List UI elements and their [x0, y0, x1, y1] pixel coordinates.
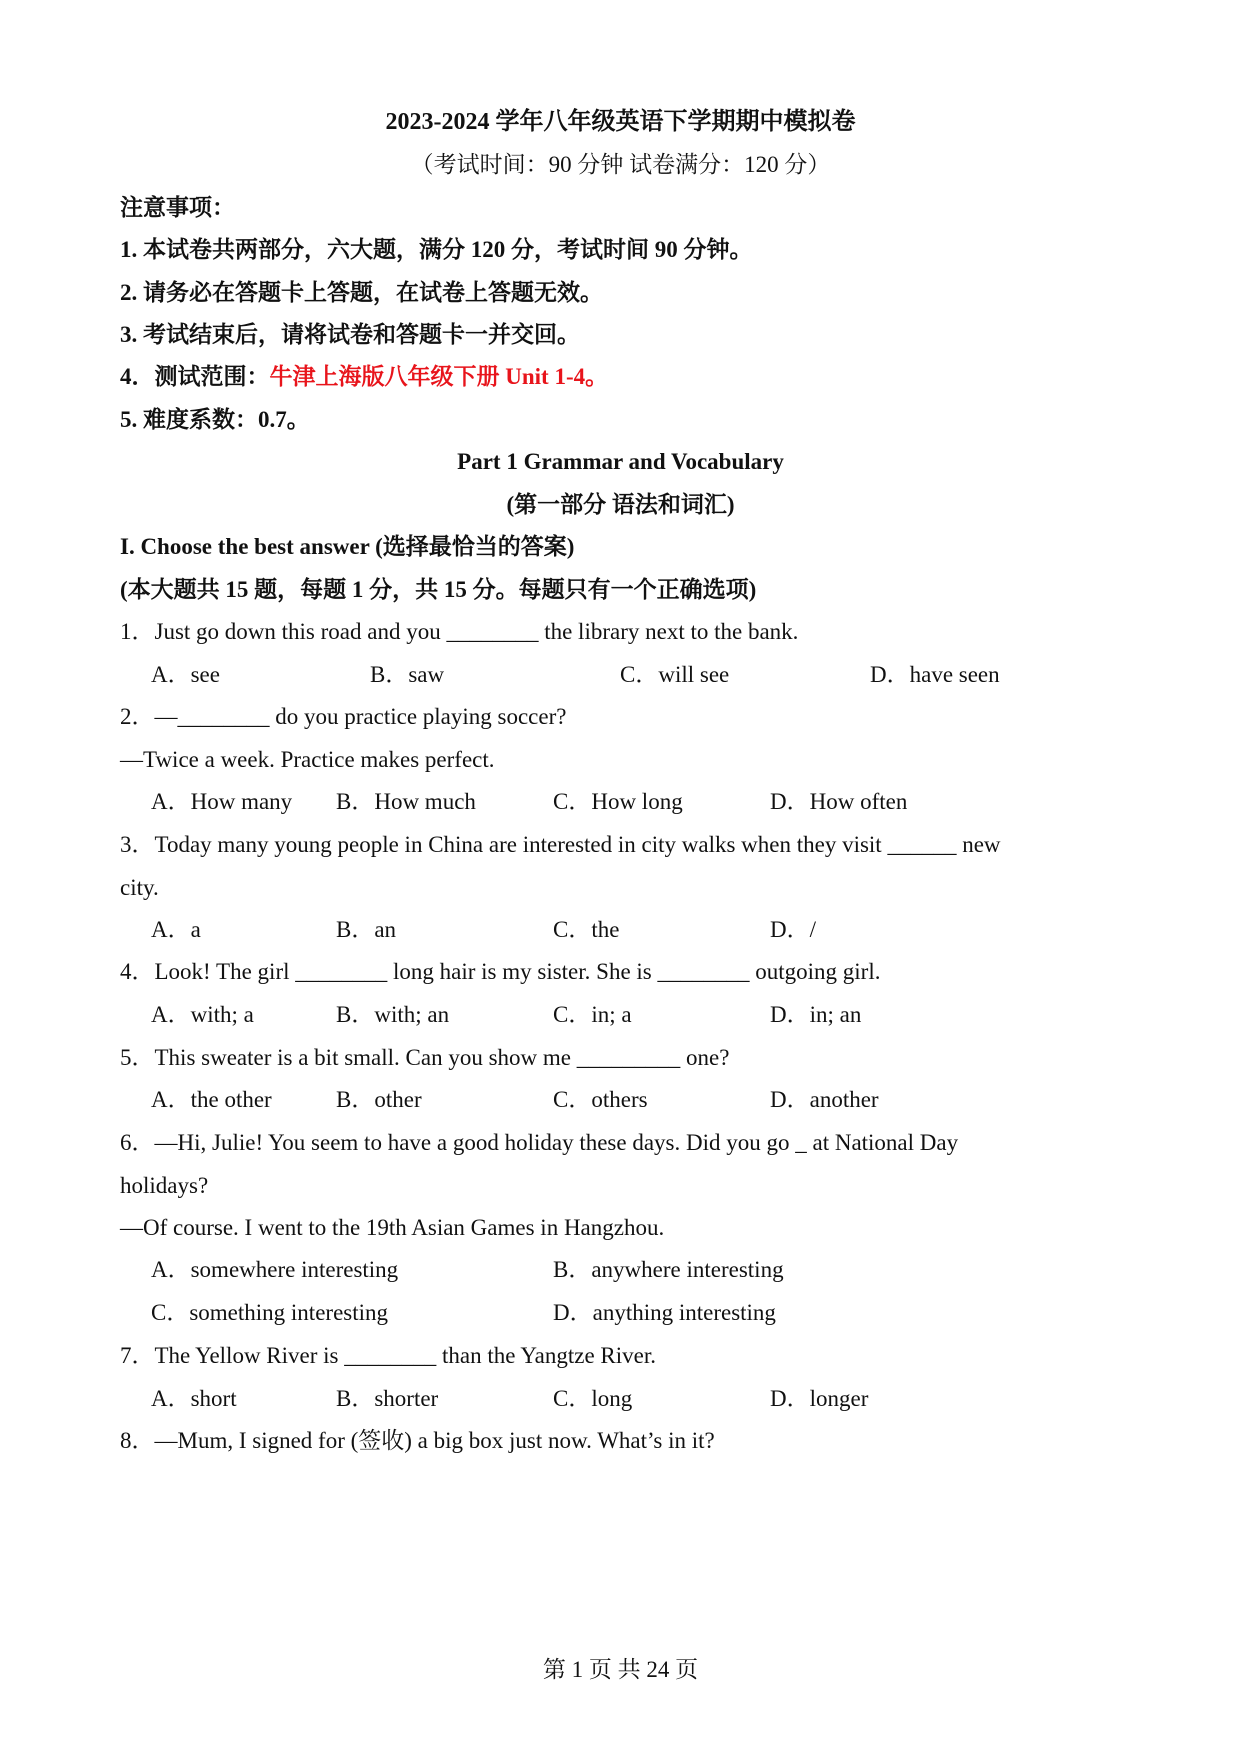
section-instructions: (本大题共 15 题，每题 1 分，共 15 分。每题只有一个正确选项) [120, 577, 757, 602]
q4-option-b: B．with; an [336, 1002, 450, 1027]
q7-option-c: C．long [553, 1386, 633, 1411]
q1-option-d: D．have seen [870, 662, 1000, 687]
part-title: Part 1 Grammar and Vocabulary [457, 449, 784, 474]
q5-option-a: A．the other [151, 1087, 272, 1112]
note-item-3: 3. 考试结束后，请将试卷和答题卡一并交回。 [120, 322, 580, 347]
q3-option-b: B．an [336, 917, 397, 942]
q2-option-b: B．How much [336, 789, 476, 814]
question-5-stem: 5．This sweater is a bit small. Can you show me _________ one? [120, 1045, 730, 1070]
q4-option-a: A．with; a [151, 1002, 254, 1027]
note-item-2: 2. 请务必在答题卡上答题，在试卷上答题无效。 [120, 280, 603, 305]
q6-option-d: D．anything interesting [553, 1300, 776, 1325]
q5-option-b: B．other [336, 1087, 422, 1112]
question-4-stem: 4．Look! The girl ________ long hair is my sister. She is ________ outgoing girl. [120, 959, 881, 984]
exam-subtitle: （考试时间：90 分钟 试卷满分：120 分） [410, 152, 831, 177]
q3-option-d: D．/ [770, 917, 816, 942]
q5-option-d: D．another [770, 1087, 879, 1112]
section-title: I. Choose the best answer (选择最恰当的答案) [120, 534, 575, 559]
part-subtitle: (第一部分 语法和词汇) [506, 492, 735, 517]
question-8-stem: 8．—Mum, I signed for (签收) a big box just now. What’s in it? [120, 1428, 715, 1453]
note-item-5: 5. 难度系数：0.7。 [120, 407, 310, 432]
question-1-stem: 1．Just go down this road and you ________ the library next to the bank. [120, 619, 799, 644]
exam-title: 2023-2024 学年八年级英语下学期期中模拟卷 [385, 109, 856, 135]
q7-option-a: A．short [151, 1386, 237, 1411]
question-6-reply: —Of course. I went to the 19th Asian Games in Hangzhou. [120, 1215, 665, 1240]
question-3-continuation: city. [120, 875, 159, 900]
question-2-reply: —Twice a week. Practice makes perfect. [120, 747, 495, 772]
question-7-stem: 7．The Yellow River is ________ than the Yangtze River. [120, 1343, 656, 1368]
test-scope-highlight: 牛津上海版八年级下册 Unit 1-4。 [269, 364, 609, 389]
q3-option-c: C．the [553, 917, 620, 942]
q6-option-b: B．anywhere interesting [553, 1257, 784, 1282]
q3-option-a: A．a [151, 917, 201, 942]
q4-option-c: C．in; a [553, 1002, 632, 1027]
q2-option-d: D．How often [770, 789, 908, 814]
q7-option-b: B．shorter [336, 1386, 439, 1411]
q7-option-d: D．longer [770, 1386, 869, 1411]
q5-option-c: C．others [553, 1087, 648, 1112]
note-item-4-label: 4．测试范围： [120, 364, 270, 389]
q6-option-a: A．somewhere interesting [151, 1257, 399, 1282]
note-item-4 [120, 362, 608, 392]
q2-option-a: A．How many [151, 789, 293, 814]
q1-option-a: A．see [151, 662, 220, 687]
q1-option-c: C．will see [620, 662, 730, 687]
notes-heading: 注意事项： [120, 195, 235, 220]
question-3-stem: 3．Today many young people in China are interested in city walks when they visit ______ new [120, 832, 1001, 857]
question-2-stem: 2．—________ do you practice playing soccer? [120, 704, 567, 729]
q1-option-b: B．saw [370, 662, 445, 687]
q2-option-c: C．How long [553, 789, 683, 814]
q4-option-d: D．in; an [770, 1002, 862, 1027]
question-6-continuation: holidays? [120, 1173, 209, 1198]
page-footer: 第 1 页 共 24 页 [542, 1657, 699, 1682]
q6-option-c: C．something interesting [151, 1300, 389, 1325]
question-6-stem: 6．—Hi, Julie! You seem to have a good holiday these days. Did you go _ at National Day [120, 1130, 959, 1155]
note-item-1: 1. 本试卷共两部分，六大题，满分 120 分，考试时间 90 分钟。 [120, 237, 753, 262]
